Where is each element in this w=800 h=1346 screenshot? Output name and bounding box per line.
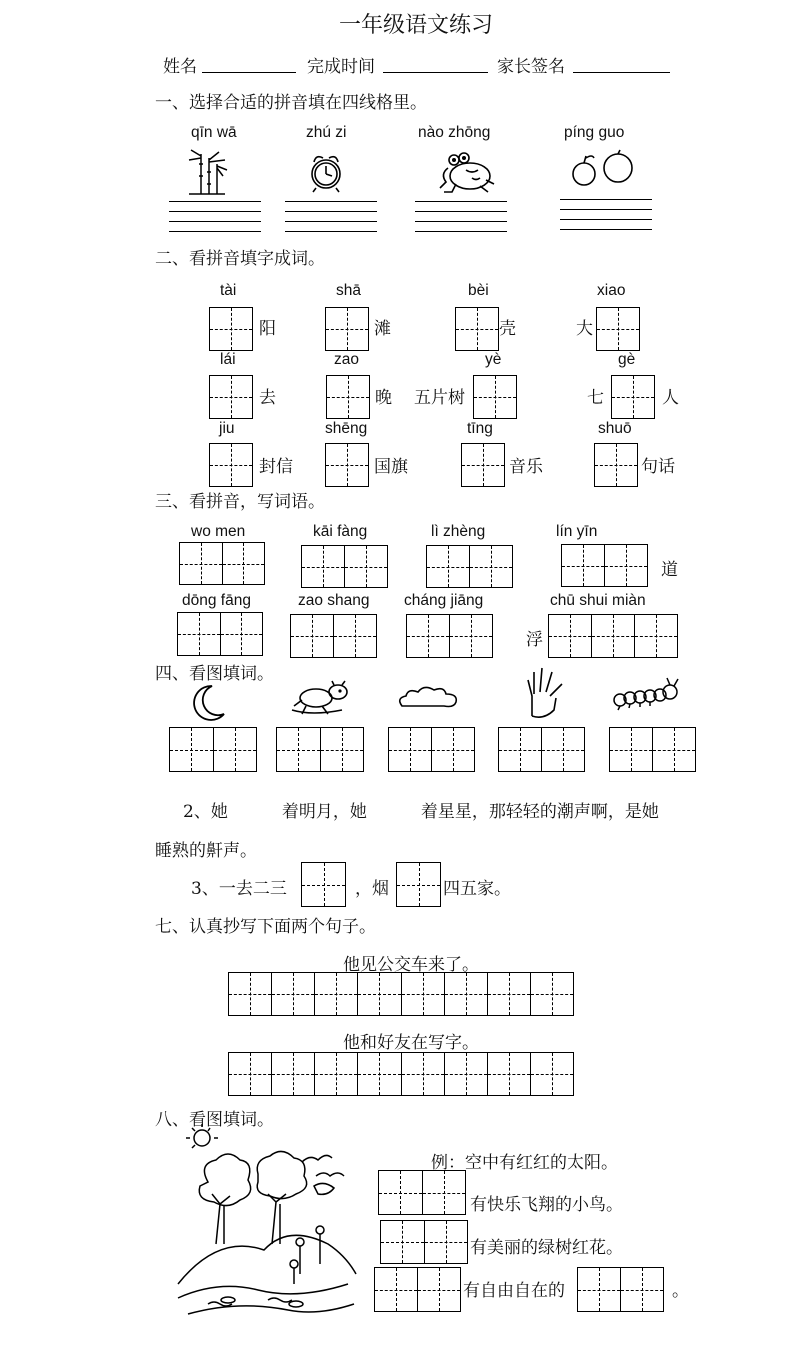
tian-grid-box[interactable] [594,443,638,487]
four-line-grid[interactable] [560,199,652,239]
tian-grid-box[interactable] [209,443,253,487]
two-char-grid[interactable] [498,727,585,772]
example-sentence: 例：空中有红红的太阳。 [431,1153,618,1173]
word-text: 封信 [259,457,293,477]
alarm-clock-icon [306,150,346,194]
section-2-heading: 二、看拼音填字成词。 [155,249,325,269]
sentence-2-line-1: 2、她 着明月，她 着星星，那轻轻的潮声啊，是她 [183,802,659,822]
pinyin-label: cháng jiāng [404,592,484,609]
pinyin-label: zao [334,351,359,368]
two-char-grid[interactable] [388,727,475,772]
word-text: 阳 [259,319,276,339]
pinyin-label: wo men [191,523,246,540]
caterpillar-icon [612,678,684,712]
apple-icon [570,150,636,188]
pinyin-label: zao shang [298,592,370,609]
time-field[interactable] [383,72,488,73]
name-field[interactable] [202,72,296,73]
two-char-grid[interactable] [406,614,493,658]
tian-grid-box[interactable] [326,375,370,419]
pinyin-label: shuō [598,420,632,437]
sentence-text: 有快乐飞翔的小鸟。 [470,1195,623,1215]
parent-label: 家长签名 [497,57,565,77]
sentence-text: 有自由自在的 [463,1281,565,1301]
word-text: 国旗 [374,457,408,477]
section-4-heading: 四、看图填词。 [155,664,274,684]
page-title: 一年级语文练习 [339,13,494,38]
pinyin-label: zhú zi [306,124,347,141]
pinyin-label: shā [336,282,361,299]
pinyin-label: nào zhōng [418,124,491,141]
sentence-3-text: ，烟 [355,879,389,899]
two-char-grid[interactable] [179,542,265,585]
two-char-grid[interactable] [609,727,696,772]
two-char-grid[interactable] [378,1170,466,1215]
pinyin-label: lín yīn [556,523,598,540]
two-char-grid[interactable] [426,545,513,588]
section-7-heading: 七、认真抄写下面两个句子。 [155,917,376,937]
copy-grid-row[interactable] [228,1052,574,1096]
copy-sentence: 他和好友在写字。 [343,1033,479,1053]
two-char-grid[interactable] [561,544,648,587]
parent-signature-field[interactable] [573,72,670,73]
word-text: 人 [662,388,679,408]
section-8-heading: 八、看图填词。 [155,1110,274,1130]
pinyin-label: lái [220,351,236,368]
tian-grid-box[interactable] [455,307,499,351]
tian-grid-box[interactable] [301,862,346,907]
hand-icon [524,666,568,718]
word-text: 浮 [526,630,543,650]
word-text: 句话 [641,457,675,477]
frog-icon [436,148,496,196]
sentence-3-text: 四五家。 [443,879,511,899]
tian-grid-box[interactable] [325,443,369,487]
word-text: 七 [587,388,604,408]
word-text: 滩 [374,319,391,339]
moon-icon [190,684,226,722]
tian-grid-box[interactable] [461,443,505,487]
two-char-grid[interactable] [577,1267,664,1312]
four-line-grid[interactable] [285,201,377,241]
cloud-icon [396,684,462,710]
word-text: 音乐 [509,457,543,477]
tian-grid-box[interactable] [611,375,655,419]
sentence-2-line-2: 睡熟的鼾声。 [155,841,257,861]
two-char-grid[interactable] [380,1220,468,1264]
word-text: 壳 [499,319,516,339]
tian-grid-box[interactable] [473,375,517,419]
pinyin-label: xiao [597,282,626,299]
copy-sentence: 他见公交车来了。 [343,955,479,975]
pinyin-label: gè [618,351,636,368]
three-char-grid[interactable] [548,614,678,658]
two-char-grid[interactable] [177,612,263,656]
four-line-grid[interactable] [415,201,507,241]
pinyin-label: dōng fāng [182,592,251,609]
two-char-grid[interactable] [276,727,364,772]
sentence-text: 有美丽的绿树红花。 [470,1238,623,1258]
pinyin-label: jiu [219,420,235,437]
two-char-grid[interactable] [301,545,388,588]
word-text: 大 [576,319,593,339]
tian-grid-box[interactable] [209,375,253,419]
pinyin-label: chū shui miàn [550,592,646,609]
pinyin-label: bèi [468,282,489,299]
pinyin-label: yè [485,351,502,368]
sentence-3-text: 3、一去二三 [191,879,287,899]
two-char-grid[interactable] [374,1267,461,1312]
pinyin-label: tài [220,282,237,299]
four-line-grid[interactable] [169,201,261,241]
tian-grid-box[interactable] [209,307,253,351]
cow-icon [292,680,354,716]
word-text: 五片树 [414,388,465,408]
landscape-scene [178,1124,356,1320]
word-text: 晚 [375,388,392,408]
sentence-end: 。 [672,1281,689,1301]
bamboo-icon [185,148,229,196]
tian-grid-box[interactable] [396,862,441,907]
word-text: 道 [661,560,678,580]
two-char-grid[interactable] [169,727,257,772]
word-text: 去 [259,388,276,408]
pinyin-label: kāi fàng [313,523,368,540]
section-1-heading: 一、选择合适的拼音填在四线格里。 [155,93,427,113]
tian-grid-box[interactable] [596,307,640,351]
two-char-grid[interactable] [290,614,377,658]
pinyin-label: tīng [467,420,493,437]
copy-grid-row[interactable] [228,972,574,1016]
name-label: 姓名 [163,57,197,77]
pinyin-label: lì zhèng [431,523,486,540]
time-label: 完成时间 [307,57,375,77]
pinyin-label: píng guo [564,124,625,141]
pinyin-label: qīn wā [191,124,237,141]
section-3-heading: 三、看拼音，写词语。 [155,492,325,512]
tian-grid-box[interactable] [325,307,369,351]
pinyin-label: shēng [325,420,368,437]
